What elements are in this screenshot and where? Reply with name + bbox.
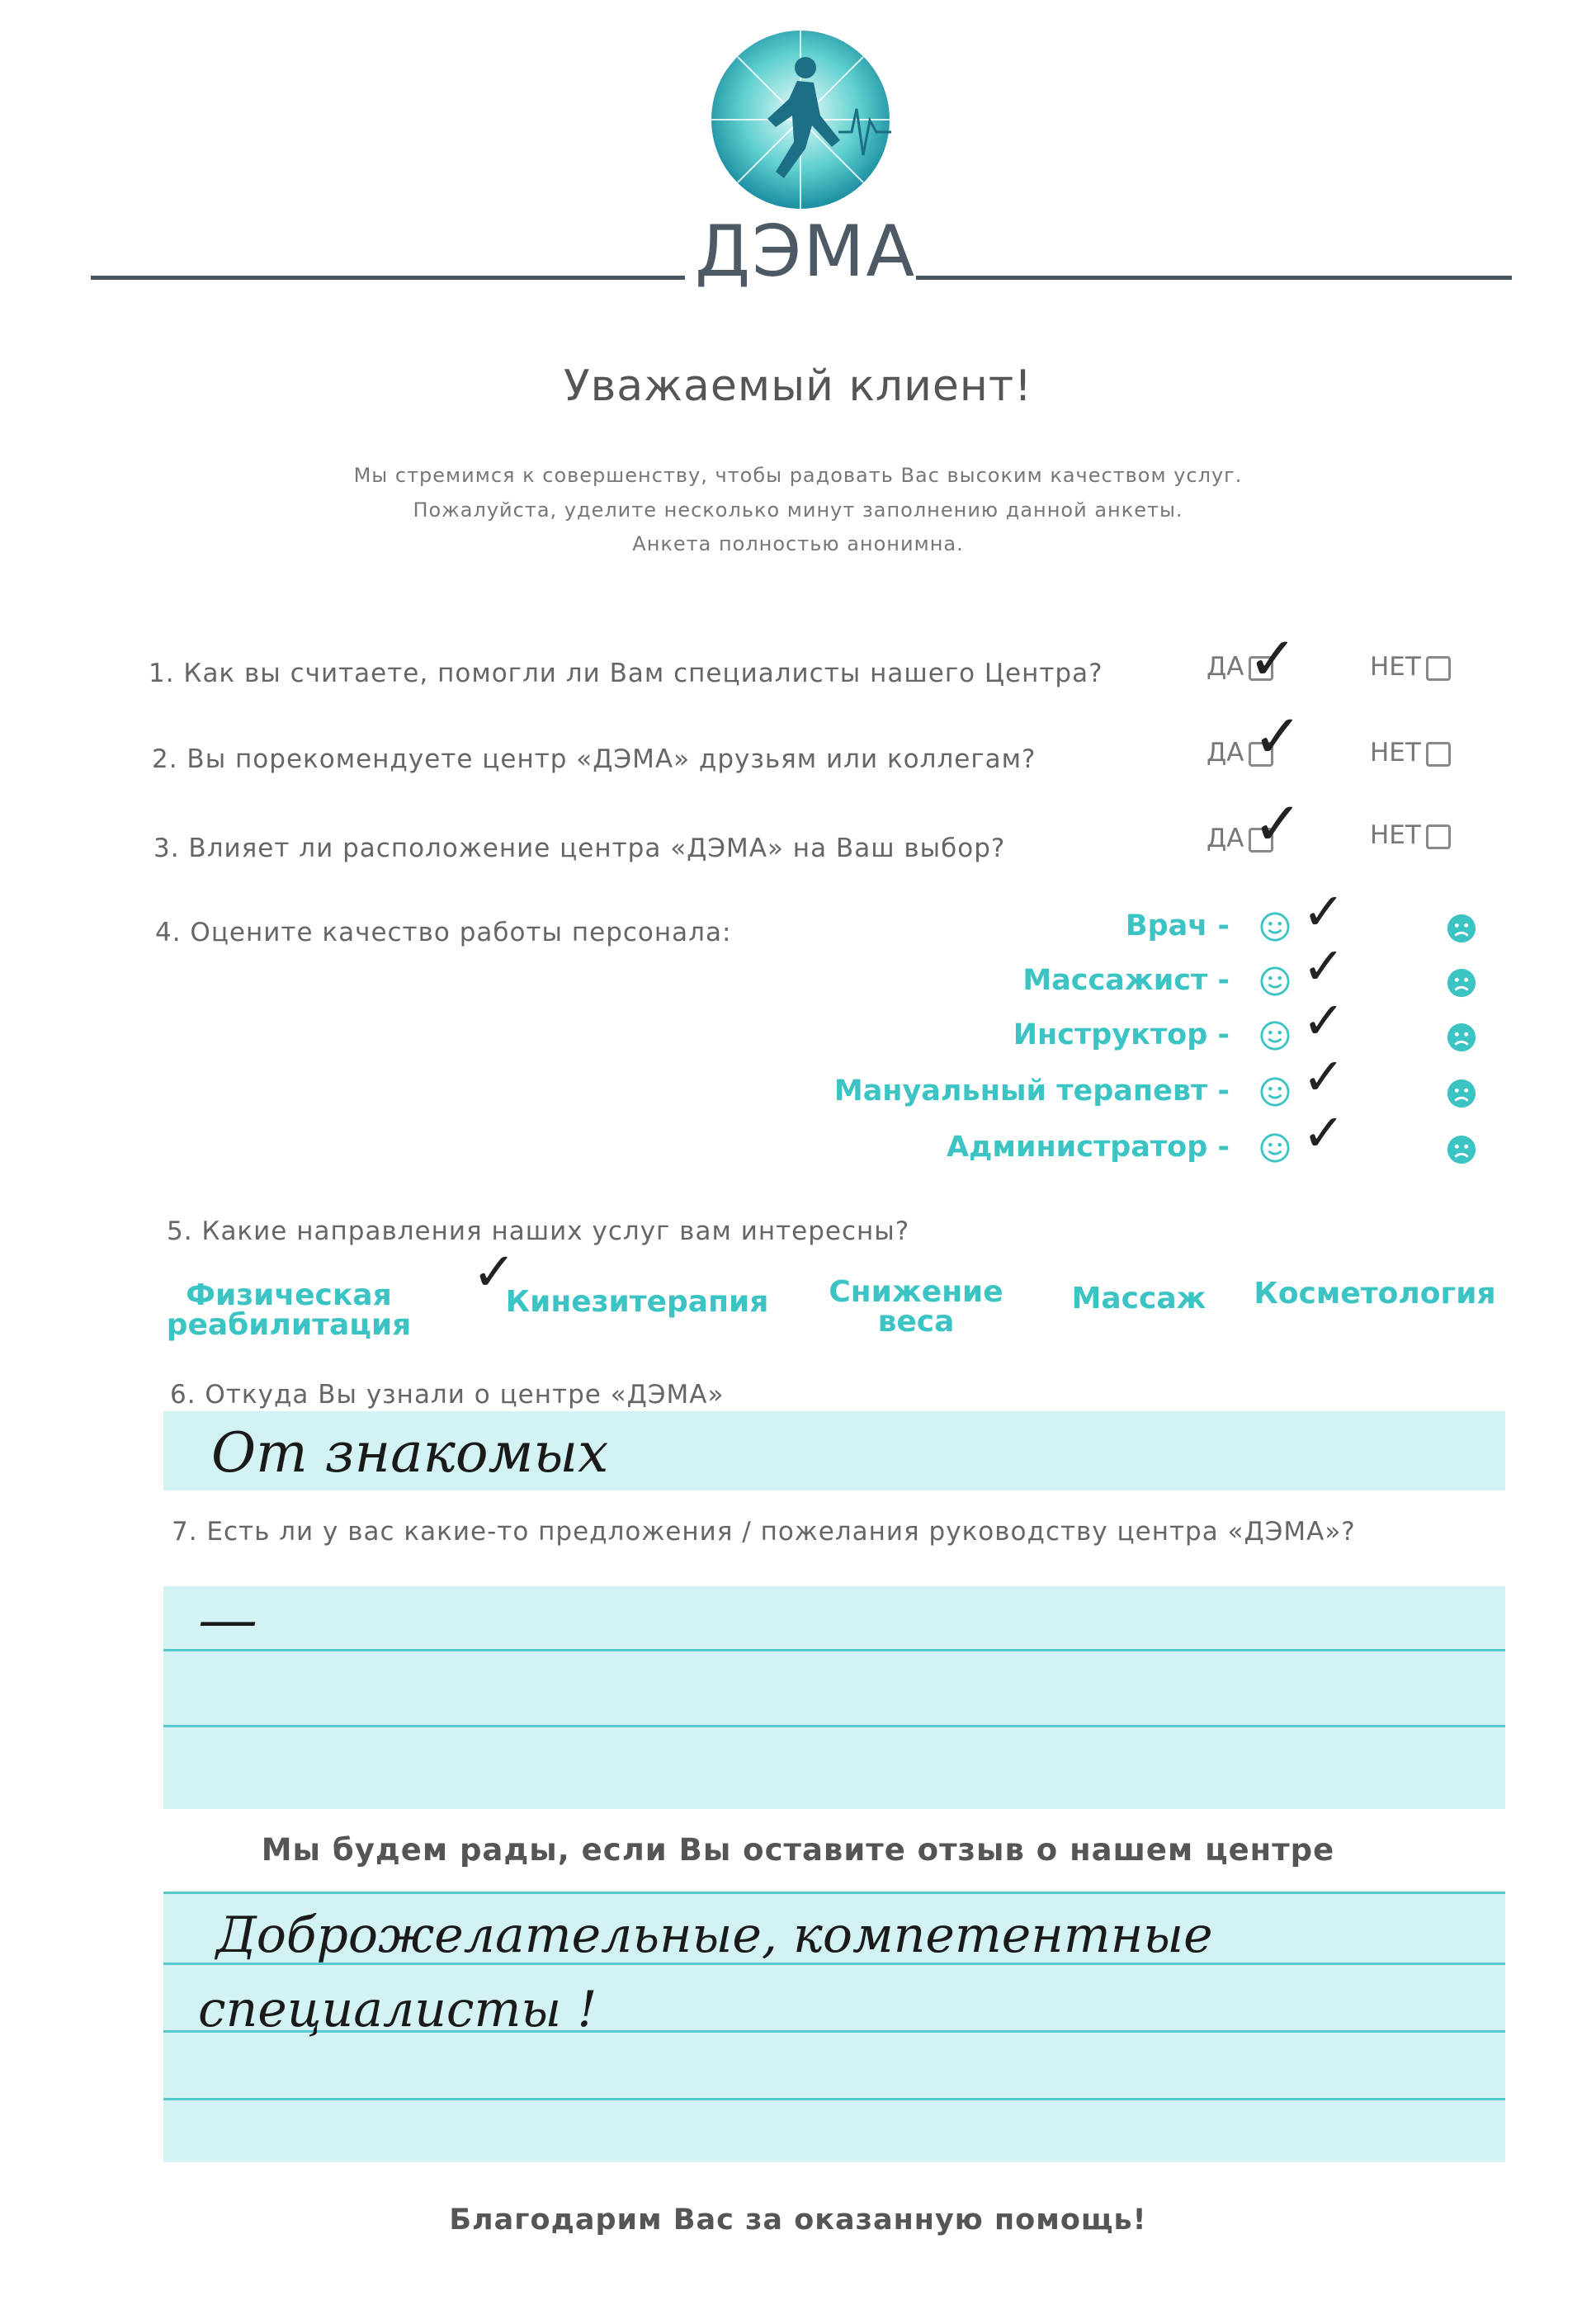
q1-no-checkbox[interactable] (1426, 656, 1451, 681)
service-massage[interactable]: Массаж (1071, 1282, 1206, 1316)
q2-no-checkbox[interactable] (1426, 742, 1451, 767)
rating-checkmark: ✓ (1302, 1046, 1345, 1107)
rating-checkmark: ✓ (1302, 1103, 1345, 1163)
suggestions-field[interactable] (163, 1586, 1505, 1809)
q2-yes-option[interactable]: ДА (1206, 738, 1273, 768)
brand-name: ДЭМА (695, 210, 917, 293)
happy-face-icon[interactable] (1259, 1020, 1291, 1055)
happy-face-icon[interactable] (1259, 966, 1291, 1000)
q1-no-option[interactable]: НЕТ (1370, 652, 1451, 682)
question-4: 4. Оцените качество работы персонала: (155, 918, 732, 947)
rating-checkmark: ✓ (1302, 990, 1345, 1051)
intro-line-2: Пожалуйста, уделите несколько минут заполнению данной анкеты. (413, 498, 1183, 522)
staff-label: Инструктор - (1013, 1018, 1230, 1051)
header-rule-right (916, 276, 1512, 280)
service-physical-rehab[interactable]: Физическая реабилитация (166, 1278, 412, 1342)
review-prompt: Мы будем рады, если Вы оставите отзыв о нашем центре (261, 1832, 1335, 1868)
suggestions-text: — (198, 1585, 257, 1654)
q3-no-checkbox[interactable] (1426, 824, 1451, 849)
question-1: 1. Как вы считаете, помогли ли Вам специалисты нашего Центра? (149, 659, 1103, 688)
question-5: 5. Какие направления наших услуг вам интересны? (167, 1216, 910, 1246)
staff-label: Врач - (1125, 909, 1230, 942)
question-7: 7. Есть ли у вас какие-то предложения / пожелания руководству центра «ДЭМА»? (172, 1517, 1356, 1547)
review-text-line-1: Доброжелательные, компетентные (216, 1906, 1213, 1964)
service-kinesitherapy[interactable]: Кинезитерапия (505, 1285, 769, 1319)
rating-checkmark: ✓ (1302, 881, 1345, 942)
staff-label: Мануальный терапевт - (833, 1075, 1230, 1108)
question-3: 3. Влияет ли расположение центра «ДЭМА» на Ваш выбор? (153, 834, 1006, 863)
question-6: 6. Откуда Вы узнали о центре «ДЭМА» (170, 1380, 725, 1410)
suggestions-line-1 (163, 1649, 1505, 1651)
q1-yes-checkmark: ✓ (1248, 624, 1298, 693)
happy-face-icon[interactable] (1259, 1132, 1291, 1167)
q1-yes-option[interactable]: ДА (1206, 652, 1273, 682)
service-weight-loss[interactable]: Снижение веса (829, 1275, 1003, 1339)
sad-face-icon[interactable] (1446, 967, 1477, 1002)
question-2: 2. Вы порекомендуете центр «ДЭМА» друзьям или коллегам? (152, 744, 1036, 774)
service-selected-checkmark: ✓ (472, 1242, 517, 1303)
intro-line-1: Мы стремимся к совершенству, чтобы радовать Вас высоким качеством услуг. (353, 464, 1243, 487)
happy-face-icon[interactable] (1259, 1076, 1291, 1111)
header-rule-left (91, 276, 685, 280)
rating-checkmark: ✓ (1302, 936, 1345, 996)
source-answer-text: От знакомых (211, 1421, 609, 1485)
intro-line-3: Анкета полностью анонимна. (632, 532, 964, 555)
sad-face-icon[interactable] (1446, 1134, 1477, 1169)
sad-face-icon[interactable] (1446, 1078, 1477, 1112)
page-title: Уважаемый клиент! (563, 361, 1033, 411)
sad-face-icon[interactable] (1446, 1022, 1477, 1056)
review-line-1 (163, 1892, 1505, 1894)
review-line-4 (163, 2098, 1505, 2100)
sad-face-icon[interactable] (1446, 913, 1477, 947)
q3-no-option[interactable]: НЕТ (1370, 820, 1451, 850)
service-cosmetology[interactable]: Косметология (1254, 1277, 1496, 1311)
thanks-text: Благодарим Вас за оказанную помощь! (449, 2204, 1147, 2237)
happy-face-icon[interactable] (1259, 911, 1291, 946)
staff-label: Массажист - (1022, 964, 1230, 997)
review-text-line-2: специалисты ! (198, 1981, 597, 2038)
suggestions-line-2 (163, 1725, 1505, 1727)
q2-no-option[interactable]: НЕТ (1370, 738, 1451, 768)
q3-yes-option[interactable]: ДА (1206, 824, 1273, 853)
staff-label: Администратор - (947, 1131, 1230, 1164)
q3-yes-checkmark: ✓ (1253, 789, 1303, 858)
q2-yes-checkmark: ✓ (1253, 701, 1303, 771)
logo (644, 17, 957, 239)
